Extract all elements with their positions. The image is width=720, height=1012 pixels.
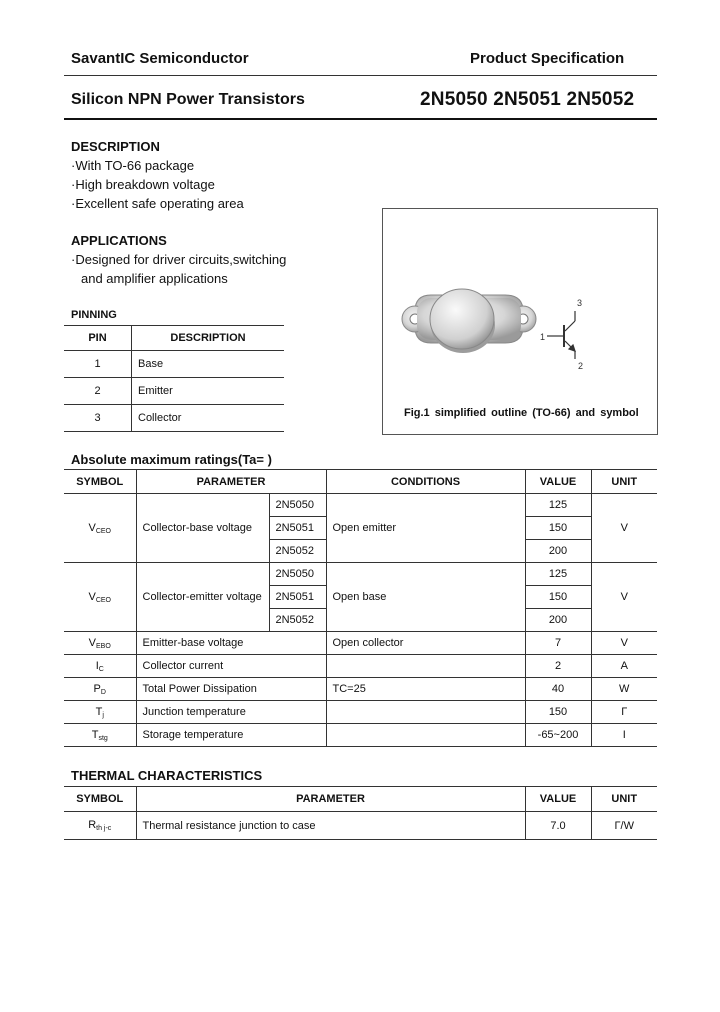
figure-caption: Fig.1 simplified outline (TO-66) and symbol xyxy=(404,407,639,419)
unit-col-header: UNIT xyxy=(591,470,657,494)
table-row xyxy=(64,405,284,432)
conditions-cell xyxy=(326,724,525,747)
conditions-cell: Open emitter xyxy=(326,494,525,563)
parameter-cell: Collector-emitter voltage xyxy=(136,563,269,632)
part-cell: 2N5051 xyxy=(269,517,326,540)
part-cell: 2N5051 xyxy=(269,586,326,609)
parameter-cell: Junction temperature xyxy=(136,701,326,724)
symbol-col-header: SYMBOL xyxy=(64,470,136,494)
table-row xyxy=(64,632,657,655)
conditions-cell: TC=25 xyxy=(326,678,525,701)
document-type: Product Specification xyxy=(470,50,625,67)
table-row xyxy=(64,812,657,840)
table-row xyxy=(64,494,657,517)
value-cell: 7.0 xyxy=(525,812,591,840)
conditions-cell xyxy=(326,655,525,678)
applications-heading: APPLICATIONS xyxy=(71,233,167,248)
symbol-cell: $V_{EBO}$ xyxy=(64,632,136,655)
part-cell: 2N5050 xyxy=(269,563,326,586)
unit-cell: W xyxy=(591,678,657,701)
symbol-cell: $V_{CEO}$ xyxy=(64,563,136,632)
value-cell: -65~200 xyxy=(525,724,591,747)
thermal-table xyxy=(64,786,657,840)
conditions-col-header: CONDITIONS xyxy=(326,470,525,494)
ratings-heading: Absolute maximum ratings(Ta= ) xyxy=(71,452,272,467)
value-cell: 150 xyxy=(525,586,591,609)
unit-cell: V xyxy=(591,632,657,655)
value-cell: 125 xyxy=(525,563,591,586)
parameter-col-header: PARAMETER xyxy=(136,787,525,812)
to66-package-drawing xyxy=(383,209,657,434)
symbol-cell: $I_C$ xyxy=(64,655,136,678)
applications-line: and amplifier applications xyxy=(81,271,228,286)
symbol-cell: $T_j$ xyxy=(64,701,136,724)
company-name: SavantIC Semiconductor xyxy=(71,50,249,67)
part-cell: 2N5050 xyxy=(269,494,326,517)
table-row xyxy=(64,563,657,586)
pin2-label: 2 xyxy=(578,361,584,371)
pin1-label: 1 xyxy=(540,332,546,342)
conditions-cell: Open collector xyxy=(326,632,525,655)
pin-number: 1 xyxy=(64,351,132,378)
unit-cell: V xyxy=(591,494,657,563)
description-bullet: ·High breakdown voltage xyxy=(71,177,215,192)
table-row xyxy=(64,678,657,701)
unit-cell: Γ xyxy=(591,701,657,724)
symbol-cell: $T_{stg}$ xyxy=(64,724,136,747)
table-row xyxy=(64,351,284,378)
pin-description: Emitter xyxy=(132,378,285,405)
parameter-col-header: PARAMETER xyxy=(136,470,326,494)
pinning-heading: PINNING xyxy=(71,309,117,321)
parameter-cell: Collector current xyxy=(136,655,326,678)
value-cell: 40 xyxy=(525,678,591,701)
figure-box xyxy=(382,208,658,435)
value-cell: 200 xyxy=(525,609,591,632)
symbol-cell: $R_{th j-c}$ xyxy=(64,812,136,840)
part-cell: 2N5052 xyxy=(269,609,326,632)
applications-line: ·Designed for driver circuits,switching xyxy=(71,252,287,267)
unit-col-header: UNIT xyxy=(591,787,657,812)
pin-col-header: PIN xyxy=(64,326,132,351)
header-divider xyxy=(64,75,657,76)
symbol-cell: $V_{CEO}$ xyxy=(64,494,136,563)
table-row xyxy=(64,378,284,405)
parameter-cell: Collector-base voltage xyxy=(136,494,269,563)
symbol-col-header: SYMBOL xyxy=(64,787,136,812)
value-col-header: VALUE xyxy=(525,470,591,494)
unit-cell: Γ/W xyxy=(591,812,657,840)
value-cell: 150 xyxy=(525,701,591,724)
npn-symbol-icon xyxy=(547,311,575,359)
parameter-cell: Emitter-base voltage xyxy=(136,632,326,655)
table-row xyxy=(64,724,657,747)
title-divider xyxy=(64,118,657,120)
parameter-cell: Storage temperature xyxy=(136,724,326,747)
value-cell: 2 xyxy=(525,655,591,678)
description-bullet: ·With TO-66 package xyxy=(71,158,195,173)
part-cell: 2N5052 xyxy=(269,540,326,563)
value-cell: 150 xyxy=(525,517,591,540)
value-cell: 7 xyxy=(525,632,591,655)
pin3-label: 3 xyxy=(577,298,583,308)
unit-cell: A xyxy=(591,655,657,678)
description-heading: DESCRIPTION xyxy=(71,139,160,154)
conditions-cell: Open base xyxy=(326,563,525,632)
pin-description: Collector xyxy=(132,405,285,432)
part-numbers-title: 2N5050 2N5051 2N5052 xyxy=(420,89,635,110)
description-bullet: ·Excellent safe operating area xyxy=(71,196,244,211)
pin-description: Base xyxy=(132,351,285,378)
parameter-cell: Thermal resistance junction to case xyxy=(136,812,525,840)
conditions-cell xyxy=(326,701,525,724)
pin-number: 2 xyxy=(64,378,132,405)
value-col-header: VALUE xyxy=(525,787,591,812)
transistor-cap-shape xyxy=(430,289,494,349)
table-row xyxy=(64,655,657,678)
unit-cell: V xyxy=(591,563,657,632)
pin-number: 3 xyxy=(64,405,132,432)
table-row xyxy=(64,701,657,724)
absolute-ratings-table xyxy=(64,469,657,747)
thermal-heading: THERMAL CHARACTERISTICS xyxy=(71,768,263,783)
unit-cell: I xyxy=(591,724,657,747)
parameter-cell: Total Power Dissipation xyxy=(136,678,326,701)
pinning-table xyxy=(64,325,284,432)
value-cell: 125 xyxy=(525,494,591,517)
value-cell: 200 xyxy=(525,540,591,563)
product-line-title: Silicon NPN Power Transistors xyxy=(71,91,305,108)
symbol-cell: $P_D$ xyxy=(64,678,136,701)
description-col-header: DESCRIPTION xyxy=(132,326,285,351)
